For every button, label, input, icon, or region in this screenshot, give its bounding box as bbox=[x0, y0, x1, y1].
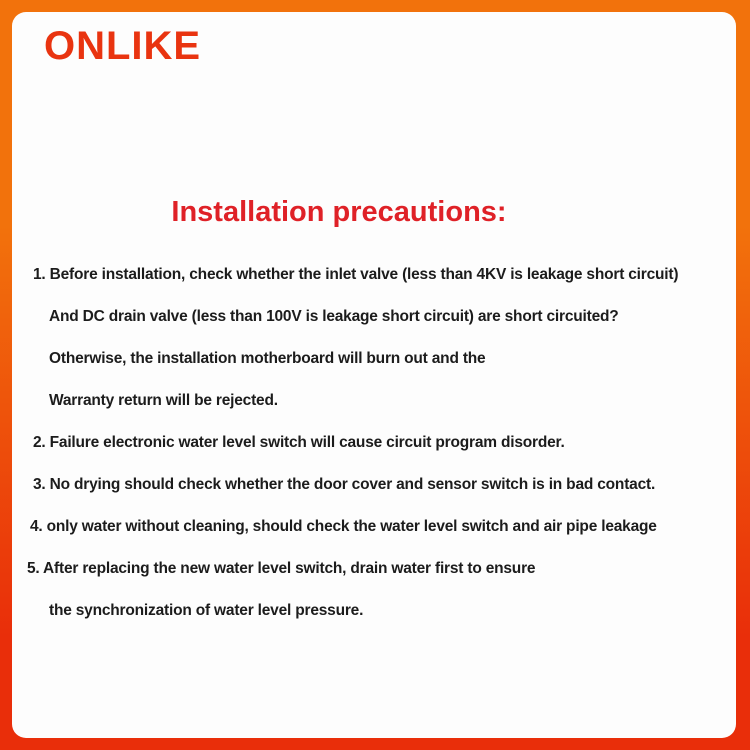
page-title: Installation precautions: bbox=[171, 196, 507, 228]
content-panel bbox=[12, 12, 736, 738]
brand-logo-text: ONLIKE bbox=[44, 24, 202, 68]
precaution-line: the synchronization of water level pressure. bbox=[49, 602, 364, 619]
precaution-line: Warranty return will be rejected. bbox=[49, 392, 278, 409]
precautions-list bbox=[27, 266, 733, 644]
precaution-line: 3. No drying should check whether the door cover and sensor switch is in bad contact. bbox=[33, 476, 656, 493]
precaution-line: Otherwise, the installation motherboard will burn out and the bbox=[49, 350, 486, 367]
precaution-line: 2. Failure electronic water level switch will cause circuit program disorder. bbox=[33, 434, 565, 451]
precaution-line: 4. only water without cleaning, should check the water level switch and air pipe leakage bbox=[30, 518, 657, 535]
precaution-line: And DC drain valve (less than 100V is leakage short circuit) are short circuited? bbox=[49, 308, 619, 325]
precaution-line: 5. After replacing the new water level switch, drain water first to ensure bbox=[27, 560, 536, 577]
precaution-line: 1. Before installation, check whether the inlet valve (less than 4KV is leakage short circuit) bbox=[33, 266, 679, 283]
